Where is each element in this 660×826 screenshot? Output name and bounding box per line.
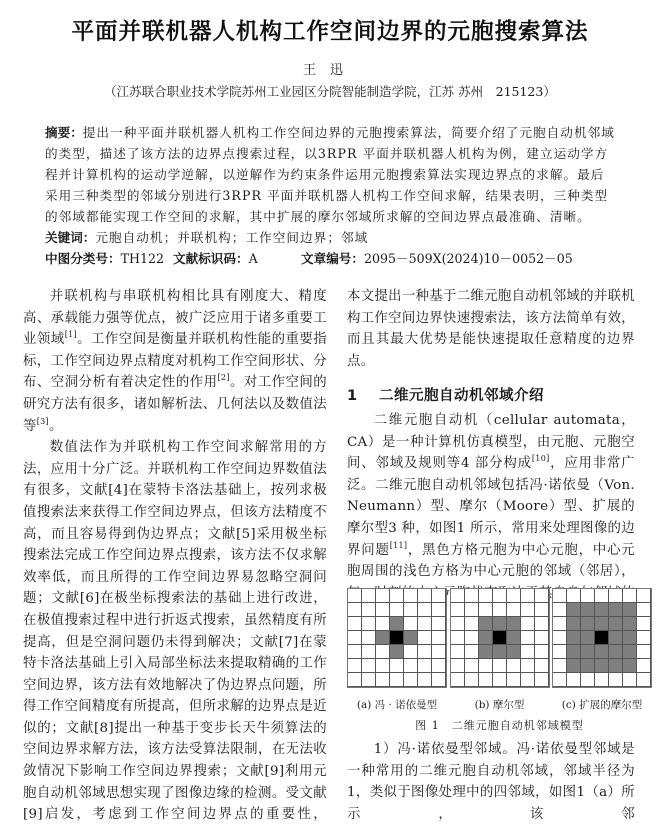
grid-cell xyxy=(623,673,637,687)
grid-cell xyxy=(507,589,521,603)
grid-cell xyxy=(521,617,535,631)
grid-cell xyxy=(521,645,535,659)
grid-cell xyxy=(521,589,535,603)
grid-cell xyxy=(390,673,404,687)
neighbor-cell xyxy=(479,631,493,645)
neighbor-cell xyxy=(595,603,609,617)
grid-cell xyxy=(432,659,446,673)
grid-cell xyxy=(595,589,609,603)
grid-cell xyxy=(376,589,390,603)
grid-cell xyxy=(404,589,418,603)
grid-cell xyxy=(637,603,651,617)
grid-cell xyxy=(465,659,479,673)
grid-cell xyxy=(348,659,362,673)
grid-cell xyxy=(507,659,521,673)
grid-cell xyxy=(404,617,418,631)
grid-cell xyxy=(451,617,465,631)
article-no-item xyxy=(301,248,573,269)
clc-label: 中图分类号： xyxy=(45,251,121,266)
neighbor-cell xyxy=(581,617,595,631)
grid-cell xyxy=(521,603,535,617)
grid-cell xyxy=(521,673,535,687)
section-heading xyxy=(347,386,635,408)
center-cell xyxy=(493,631,507,645)
center-cell xyxy=(390,631,404,645)
neighbor-cell xyxy=(595,659,609,673)
keywords-text: 元胞自动机；并联机构；工作空间边界；邻域 xyxy=(95,230,369,245)
figure-grids xyxy=(347,588,652,688)
grid-cell xyxy=(348,645,362,659)
neighbor-cell xyxy=(567,645,581,659)
figure-1 xyxy=(347,588,652,733)
grid-von-neumann xyxy=(347,588,447,688)
citation-11: [11] xyxy=(389,540,408,550)
grid-cell xyxy=(535,631,549,645)
figure-captions xyxy=(347,697,652,712)
keywords-label: 关键词： xyxy=(45,230,96,245)
grid-cell xyxy=(479,659,493,673)
neighbor-cell xyxy=(507,631,521,645)
neighbor-cell xyxy=(390,645,404,659)
grid-cell xyxy=(553,617,567,631)
grid-cell xyxy=(637,673,651,687)
grid-cell xyxy=(348,617,362,631)
section-number: 1 xyxy=(347,388,358,405)
grid-cell xyxy=(362,603,376,617)
grid-cell xyxy=(479,603,493,617)
grid-cell xyxy=(595,673,609,687)
grid-cell xyxy=(432,631,446,645)
grid-cell xyxy=(404,659,418,673)
grid-cell xyxy=(362,589,376,603)
grid-cell xyxy=(432,645,446,659)
doc-code-value: A xyxy=(248,251,258,266)
grid-cell xyxy=(451,673,465,687)
neighbor-cell xyxy=(493,645,507,659)
neighbor-cell xyxy=(595,617,609,631)
grid-cell xyxy=(451,631,465,645)
paper-title: 平面并联机器人机构工作空间边界的元胞搜索算法 xyxy=(71,19,589,45)
text-run: 并联机构与串联机构相比具有刚度大、精度高、承载能力强等优点，被广泛应用于诸多重要工业领域 xyxy=(23,289,327,348)
grid-cell xyxy=(637,631,651,645)
article-no-label: 文章编号： xyxy=(301,251,364,266)
abstract-paragraph xyxy=(45,122,617,227)
right-column xyxy=(347,286,635,626)
grid-cell xyxy=(376,659,390,673)
grid-cell xyxy=(451,659,465,673)
grid-cell xyxy=(623,589,637,603)
grid-cell xyxy=(390,659,404,673)
grid-cell xyxy=(451,603,465,617)
grid-cell xyxy=(521,631,535,645)
grid-cell xyxy=(567,589,581,603)
abstract-text: 提出一种平面并联机器人机构工作空间边界的元胞搜索算法，简要介绍了元胞自动机邻域的类型，描述了该方法的边界点搜索过程，以3RPR 平面并联机器人机构为例，建立运动学方程并计算机构的运动学逆解，以逆解作为约束条件运用元胞搜索算法实现边界点的求解。最后采用三种类型的邻域分别进行3RPR 平面并联机器人机构工作空间求解，结果表明，三种类型的邻域都能实现工作空间的求解，其中扩展的摩尔邻域所求解的空间边界点最准确、清晰。 xyxy=(45,125,615,224)
neighbor-cell xyxy=(567,617,581,631)
neighbor-cell xyxy=(581,631,595,645)
grid-cell xyxy=(418,617,432,631)
center-cell xyxy=(595,631,609,645)
grid-cell xyxy=(553,631,567,645)
grid-cell xyxy=(479,589,493,603)
citation-10: [10] xyxy=(531,454,550,464)
neighbor-cell xyxy=(493,617,507,631)
grid-cell xyxy=(567,673,581,687)
grid-cell xyxy=(507,603,521,617)
neighbor-cell xyxy=(376,631,390,645)
abstract-label: 摘要： xyxy=(45,125,83,140)
grid-moore xyxy=(450,588,550,688)
citation-3: [3] xyxy=(36,416,49,426)
grid-cell xyxy=(553,645,567,659)
caption-b: (b) 摩尔型 xyxy=(474,699,525,711)
neighbor-cell xyxy=(623,645,637,659)
grid-cell xyxy=(376,645,390,659)
intro-paragraph-3: 本文提出一种基于二维元胞自动机邻域的并联机构工作空间边界快速搜索法，该方法简单有效，而且其最大优势是能快速提取任意精度的边界点。 xyxy=(347,289,635,369)
grid-cell xyxy=(493,659,507,673)
grid-cell xyxy=(553,659,567,673)
grid-cell xyxy=(362,617,376,631)
clc-value: TH122 xyxy=(120,251,164,266)
caption-c: (c) 扩展的摩尔型 xyxy=(561,699,643,711)
grid-cell xyxy=(553,603,567,617)
grid-cell xyxy=(376,673,390,687)
neighbor-cell xyxy=(507,617,521,631)
grid-cell xyxy=(609,673,623,687)
grid-cell xyxy=(348,589,362,603)
grid-cell xyxy=(418,631,432,645)
text-run: 。对工作空间的研究方法有很多，诸如解析法、几何法以及数值法等 xyxy=(23,375,328,434)
grid-cell xyxy=(362,645,376,659)
grid-cell xyxy=(432,603,446,617)
right-column-continued xyxy=(347,739,635,825)
grid-cell xyxy=(348,673,362,687)
left-column xyxy=(23,286,327,826)
intro-paragraph-2: 数值法作为并联机构工作空间求解常用的方法，应用十分广泛。并联机构工作空间边界数值法有很多，文献[4]在蒙特卡洛法基础上，按列求极值搜索法来获得工作空间边界点，但该方法精度不高，而且容易得到伪边界点；文献[5]采用极坐标搜索法完成工作空间边界点搜索，该方法不仅求解效率低，而且所得的工作空间边界易忽略空洞问题；文献[6]在极坐标搜索法的基础上进行改进，在极值搜索过程中进行折返式搜索，虽然精度有所提高，但是空洞问题仍未得到解决；文献[7]在蒙特卡洛法基础上引入局部坐标法来提取精确的工作空间边界，该方法有效地解决了伪边界点问题，所得工作空间精度有所提高，但所求解的边界点是近似的；文献[8]提出一种基于变步长天牛须算法的空间边界求解方法，该方法受算法限制，在无法收敛情况下影响工作空间边界搜索；文献[9]利用元胞自动机邻域思想实现了图像边缘的检测。受文献[9]启发，考虑到工作空间边界点的重要性， xyxy=(23,440,327,823)
neighbor-cell xyxy=(609,603,623,617)
doc-code-item xyxy=(173,248,301,269)
neighbor-cell xyxy=(623,659,637,673)
neighbor-cell xyxy=(581,659,595,673)
grid-cell xyxy=(553,589,567,603)
grid-cell xyxy=(418,659,432,673)
neighbor-cell xyxy=(623,617,637,631)
grid-cell xyxy=(465,631,479,645)
grid-cell xyxy=(348,603,362,617)
grid-cell xyxy=(535,659,549,673)
grid-cell xyxy=(637,589,651,603)
grid-cell xyxy=(362,673,376,687)
doc-code-label: 文献标识码： xyxy=(173,251,249,266)
grid-cell xyxy=(418,673,432,687)
grid-cell xyxy=(521,659,535,673)
grid-cell xyxy=(493,603,507,617)
neighbor-cell xyxy=(567,659,581,673)
section-title: 二维元胞自动机邻域介绍 xyxy=(379,388,544,405)
abstract-block xyxy=(45,122,617,269)
neighbor-cell xyxy=(404,631,418,645)
neighbor-cell xyxy=(623,631,637,645)
grid-cell xyxy=(432,673,446,687)
grid-cell xyxy=(376,603,390,617)
grid-cell xyxy=(348,631,362,645)
grid-cell xyxy=(535,645,549,659)
grid-cell xyxy=(535,617,549,631)
keywords-line xyxy=(45,227,617,248)
grid-cell xyxy=(418,603,432,617)
citation-2: [2] xyxy=(217,373,230,383)
intro-paragraph-1 xyxy=(23,286,327,437)
grid-cell xyxy=(376,617,390,631)
grid-cell xyxy=(637,659,651,673)
grid-cell xyxy=(535,589,549,603)
grid-cell xyxy=(493,673,507,687)
neighbor-cell xyxy=(581,603,595,617)
caption-a: (a) 冯 · 诺依曼型 xyxy=(356,699,438,711)
grid-extended-moore xyxy=(552,588,652,688)
grid-cell xyxy=(418,645,432,659)
grid-cell xyxy=(465,645,479,659)
neighbor-cell xyxy=(623,603,637,617)
grid-cell xyxy=(404,673,418,687)
grid-cell xyxy=(581,673,595,687)
von-neumann-paragraph: 1）冯·诺依曼型邻域。冯·诺依曼型邻域是一种常用的二维元胞自动机邻域，邻域半径为1，类似于图像处理中的四邻域，如图1（a）所示，该邻 xyxy=(347,742,635,822)
grid-cell xyxy=(465,673,479,687)
grid-cell xyxy=(479,673,493,687)
grid-cell xyxy=(493,589,507,603)
neighbor-cell xyxy=(567,631,581,645)
neighbor-cell xyxy=(479,617,493,631)
text-run: ，应用非常广泛。二维元胞自动机邻域包括冯·诺依曼（Von. Neumann）型、摩尔（Moore）型、扩展的摩尔型3 种，如图1 所示，常用来处理图像的边界问题 xyxy=(347,456,635,558)
text-run: 。 xyxy=(48,418,63,434)
neighbor-cell xyxy=(609,631,623,645)
neighbor-cell xyxy=(567,603,581,617)
author-name: 王迅 xyxy=(302,63,357,78)
article-no-value: 2095－509X(2024)10－0052－05 xyxy=(363,251,573,266)
neighbor-cell xyxy=(609,645,623,659)
text-run: 二维元胞自动机（cellular automata，CA）是一种计算机仿真模型，由元胞、元胞空间、邻域及规则等4 部分构成 xyxy=(347,412,635,472)
grid-cell xyxy=(637,617,651,631)
grid-cell xyxy=(404,645,418,659)
classification-row xyxy=(45,248,617,269)
grid-cell xyxy=(418,589,432,603)
grid-cell xyxy=(432,617,446,631)
neighbor-cell xyxy=(609,659,623,673)
citation-1: [1] xyxy=(64,330,77,340)
neighbor-cell xyxy=(595,645,609,659)
figure-title: 图 1 二维元胞自动机邻域模型 xyxy=(415,719,584,732)
grid-cell xyxy=(362,631,376,645)
grid-cell xyxy=(451,589,465,603)
grid-cell xyxy=(362,659,376,673)
grid-cell xyxy=(609,589,623,603)
text-run: ，黑色方格元胞为中心元胞，中心元胞周围的浅色方格为中心元胞的邻域（邻居）， xyxy=(347,542,635,580)
grid-cell xyxy=(535,673,549,687)
clc-item xyxy=(45,248,173,269)
grid-cell xyxy=(553,673,567,687)
neighbor-cell xyxy=(479,645,493,659)
neighbor-cell xyxy=(507,645,521,659)
text-run: 。工作空间是衡量并联机构性能的重要指标，工作空间边界点精度对机构工作空间形状、分布、空洞分析有着决定性的作用 xyxy=(23,332,327,391)
grid-cell xyxy=(432,589,446,603)
neighbor-cell xyxy=(581,645,595,659)
grid-cell xyxy=(404,603,418,617)
grid-cell xyxy=(535,603,549,617)
grid-cell xyxy=(637,645,651,659)
grid-cell xyxy=(390,589,404,603)
grid-cell xyxy=(581,589,595,603)
grid-cell xyxy=(465,603,479,617)
neighbor-cell xyxy=(390,617,404,631)
grid-cell xyxy=(451,645,465,659)
grid-cell xyxy=(507,673,521,687)
grid-cell xyxy=(465,617,479,631)
grid-cell xyxy=(390,603,404,617)
neighbor-cell xyxy=(609,617,623,631)
author-affiliation: （江苏联合职业技术学院苏州工业园区分院智能制造学院，江苏 苏州 215123） xyxy=(104,84,556,99)
grid-cell xyxy=(465,589,479,603)
